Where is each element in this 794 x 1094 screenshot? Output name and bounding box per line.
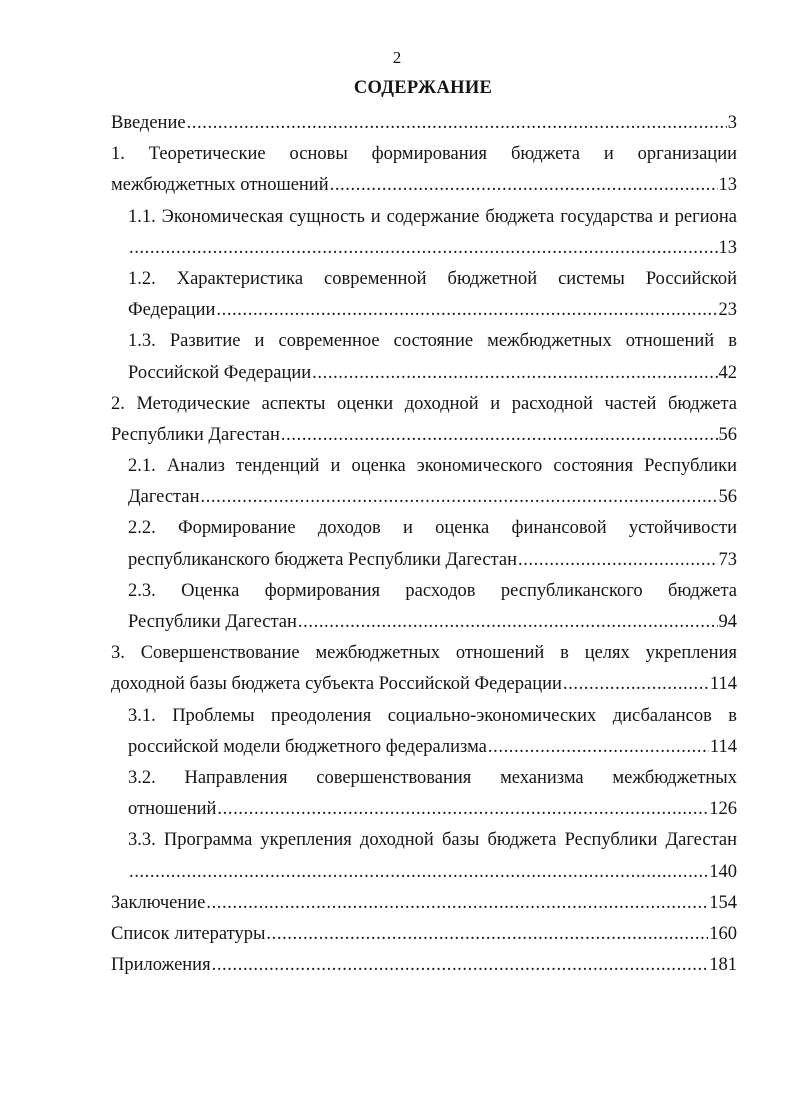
dot-leader xyxy=(330,170,718,201)
toc-entry-page: 114 xyxy=(709,736,737,757)
dot-leader xyxy=(129,857,708,888)
toc-entry-page: 154 xyxy=(709,892,737,913)
toc-entry-title: 2.2. Формирование доходов и оценка финансовой устойчивости xyxy=(128,518,737,539)
toc-entry-title: 1.3. Развитие и современное состояние межбюджетных отношений в xyxy=(128,331,737,352)
toc-entry-title-end: российской модели бюджетного федерализма xyxy=(128,736,487,757)
toc-entry-section-3-3[interactable] xyxy=(111,825,737,887)
dot-leader xyxy=(200,482,717,513)
toc-entry-page: 181 xyxy=(709,955,737,976)
toc-entry-title: 3.1. Проблемы преодоления социально-экономических дисбалансов в xyxy=(128,705,737,726)
toc-entry-introduction[interactable] xyxy=(111,108,737,139)
toc-entry-references[interactable] xyxy=(111,919,737,950)
toc-entry-title-end: Российской Федерации xyxy=(128,362,312,383)
dot-leader xyxy=(206,888,708,919)
dot-leader xyxy=(518,545,718,576)
toc-entry-section-1-1[interactable] xyxy=(111,202,737,264)
dot-leader xyxy=(129,233,718,264)
toc-entry-section-2-3[interactable] xyxy=(111,576,737,638)
toc-entry-title: 1.2. Характеристика современной бюджетной системы Российской xyxy=(128,268,737,289)
toc-entry-title-end: Республики Дагестан xyxy=(128,612,297,632)
toc-entry-section-1-3[interactable] xyxy=(111,326,737,388)
toc-entry-section-2-1[interactable] xyxy=(111,451,737,513)
toc-entry-title: 1. Теоретические основы формирования бюджета и организации xyxy=(111,144,737,165)
toc-entry-page: 42 xyxy=(718,362,737,383)
toc-entry-title: 2. Методические аспекты оценки доходной и расходной частей бюджета xyxy=(111,393,737,414)
toc-entry-chapter-1[interactable] xyxy=(111,139,737,201)
toc-entry-page: 23 xyxy=(718,300,737,321)
toc-entry-page: 13 xyxy=(718,237,737,258)
toc-entry-title-end: Республики Дагестан xyxy=(111,424,280,445)
toc-entry-section-2-2[interactable] xyxy=(111,513,737,575)
toc-entry-chapter-2[interactable] xyxy=(111,389,737,451)
toc-entry-title: 2.1. Анализ тенденций и оценка экономического состояния Республики xyxy=(128,456,737,477)
toc-entry-title-end: Дагестан xyxy=(128,487,200,508)
dot-leader xyxy=(488,732,709,763)
dot-leader xyxy=(312,358,717,389)
toc-entry-label: Введение xyxy=(111,113,186,133)
dot-leader xyxy=(212,950,709,981)
toc-entry-label: Список литературы xyxy=(111,923,266,944)
toc-entry-appendices[interactable] xyxy=(111,950,737,981)
toc-entry-page: 160 xyxy=(709,923,737,944)
toc-entry-title: 1.1. Экономическая сущность и содержание бюджета государства и региона xyxy=(128,206,737,227)
toc-entry-page: 73 xyxy=(718,549,737,570)
toc-entry-page: 114 xyxy=(709,674,737,695)
toc-entry-title: 3.2. Направления совершенствования механизма межбюджетных xyxy=(128,767,737,788)
toc-entry-title: 2.3. Оценка формирования расходов республиканского бюджета xyxy=(128,580,737,601)
dot-leader xyxy=(187,108,727,139)
dot-leader xyxy=(217,794,708,825)
dot-leader xyxy=(563,669,709,700)
toc-entry-section-3-1[interactable] xyxy=(111,701,737,763)
toc-entry-title-end: Федерации xyxy=(128,300,216,321)
toc-entry-page: 13 xyxy=(718,175,737,196)
toc-entry-page: 56 xyxy=(718,487,737,508)
dot-leader xyxy=(216,295,717,326)
toc-entry-title-end: республиканского бюджета Республики Дагестан xyxy=(128,549,517,570)
toc-entry-label: Заключение xyxy=(111,892,206,913)
toc-entry-label: Приложения xyxy=(111,955,211,976)
toc-entry-title: 3.3. Программа укрепления доходной базы бюджета Республики Дагестан xyxy=(128,830,737,851)
toc-entry-page: 94 xyxy=(718,612,737,632)
dot-leader xyxy=(266,919,708,950)
dot-leader xyxy=(298,607,718,638)
toc-entry-page: 56 xyxy=(718,424,737,445)
toc-entry-title-end: отношений xyxy=(128,799,217,820)
table-of-contents xyxy=(111,108,737,981)
toc-entry-conclusion[interactable] xyxy=(111,888,737,919)
page-number: 2 xyxy=(392,48,402,67)
page-title: СОДЕРЖАНИЕ xyxy=(353,78,493,98)
toc-entry-page: 126 xyxy=(709,799,737,820)
toc-entry-title: 3. Совершенствование межбюджетных отношений в целях укрепления xyxy=(111,643,737,664)
toc-entry-title-end: доходной базы бюджета субъекта Российской Федерации xyxy=(111,674,562,695)
dot-leader xyxy=(281,420,718,451)
toc-entry-title-end: межбюджетных отношений xyxy=(111,175,329,196)
toc-entry-page: 3 xyxy=(727,113,737,133)
toc-entry-section-3-2[interactable] xyxy=(111,763,737,825)
toc-entry-chapter-3[interactable] xyxy=(111,638,737,700)
toc-entry-section-1-2[interactable] xyxy=(111,264,737,326)
toc-entry-page: 140 xyxy=(709,861,737,882)
